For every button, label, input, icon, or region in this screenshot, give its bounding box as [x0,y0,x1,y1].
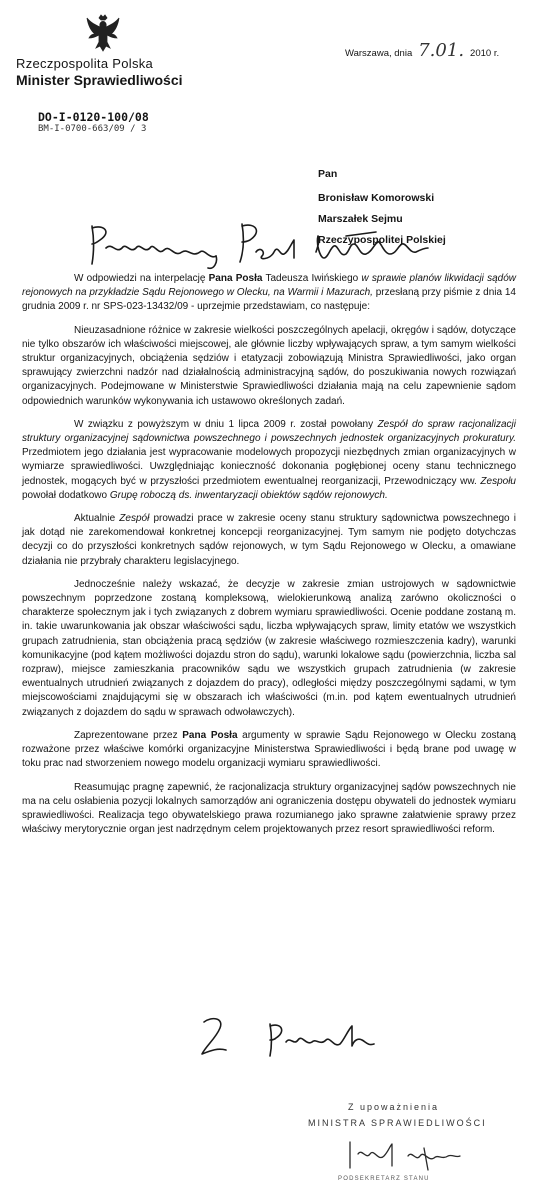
date-year: 2010 r. [470,48,500,59]
text-span: prowadzi prace w zakresie oceny stanu struktury sądownictwa powszechnego i jak dotąd nie zarekomendował konkretnej koncepcji reorganizacyjnej. Tym samym nie podjęto dotychczas decyzji co do przyszłości konkretnych sądów rejonowych, w tym Sądu Rejonowego w Olecku, a omawiane działania nie przybrały charakteru legislacyjnego. [22,513,516,567]
stamp-undersecretary: PODSEKRETARZ STANU [338,1176,430,1182]
text-span: Zespołu [480,475,516,487]
text-span: Pana Posła [208,273,263,284]
date-prefix: Warszawa, dnia [345,48,413,59]
text-span: Zaprezentowane przez [74,729,183,741]
paragraph-3 [22,418,516,503]
text-span: Tadeusza Iwińskiego [262,273,362,284]
paragraph-4 [22,512,516,569]
addressee-salutation: Pan [318,168,338,180]
text-span: W związku z powyższym w dniu 1 lipca 2009 r. został powołany [74,418,378,430]
stamp-authorization: Z upoważnienia [348,1102,440,1112]
date-line [345,40,499,61]
handwritten-closing [196,1010,396,1062]
text-span: powołał dodatkowo [22,489,110,501]
institution-name: Rzeczpospolita Polska [16,56,154,71]
text-span: w sprawie planów likwidacji sądów rejonowych na przykładzie Sądu Rejonowego w Olecku, na Warmii i Mazurach, [22,273,517,299]
paragraph-7: Reasumując pragnę zapewnić, że racjonalizacja struktury organizacyjnej sądów powszechnych nie ma na celu osłabienia pozycji lokalnych samorządów ani ograniczenia dostępu obywateli do jednostek wymiaru sprawiedliwości. Realizacja tego obywatelskiego prawa rozumianego jako sprawne załatwienie sprawy przez właściwy merytorycznie organ jest nadrzędnym celem projektowanych przez resort sprawiedliwości reform. [22,781,516,836]
letter-body [22,272,516,846]
ministry-name: Minister Sprawiedliwości [16,72,183,88]
text-span: przesłaną przy piśmie z dnia 14 grudnia 2009 r. nr SPS-023-13432/09 - uprzejmie przedstawiam, co następuje: [22,287,516,313]
eagle-emblem-icon [86,14,120,54]
reference-sub-number: BM-I-0700-663/09 / 3 [38,124,147,134]
paragraph-1 [22,272,516,315]
paragraph-5: Jednocześnie należy wskazać, że decyzje w zakresie zmian ustrojowych w sądownictwie powszechnym poprzedzone zostaną kompleksową, wielokierunkową analizą zarówno okoliczności o charakterze społecznym jak i tych związanych z dobrem wymiaru sprawiedliwości. Ocenie poddane zostaną m. in. takie uwarunkowania jak obszar właściwości sądu, liczba wpływających spraw, limity etatów we wszystkich grupach zatrudnienia, stan obciążenia pracą sędziów (w zakresie właściwego rozmieszczenia kadry), warunki komunikacyjne (pod kątem możliwości dojazdu stron do sądu), warunki lokalowe sądu (powierzchnia, liczba sal rozpraw), miejsce zamieszkania pracowników sądu we wszystkich grupach zatrudnienia (w zakresie ewentualnych utrudnień związanych z dojazdem do pracy), odległości między poszczególnymi sądami, w tym miejscowościami znajdującymi się w obszarach ich właściwości (m.in. pod kątem ewentualnych utrudnień związanych z dojazdem do sądu w sprawach odwoławczych). [22,578,516,718]
reference-number: DO-I-0120-100/08 [38,110,149,124]
paragraph-2: Nieuzasadnione różnice w zakresie wielkości poszczególnych apelacji, okręgów i sądów, dotyczące nie tylko obszarów ich właściwości miejscowej, ale głównie liczby wpływających spraw, a tym samym wielkości struktur organizacyjnych, obciążenia sędziów i etatyzacji zobowiązują Ministra Sprawiedliwości, jako organ sprawujący zwierzchni nadzór nad działalnością administracyjną sądów, do poszukiwania nowych rozwiązań organizacyjnych. Podejmowane w Ministerstwie Sprawiedliwości działania mają na celu zapewnienie sądom odpowiednich warunków wykonywania ich ustawowo określonych zadań. [22,324,516,407]
addressee-name: Bronisław Komorowski [318,192,435,204]
addressee-institution: Rzeczypospolitej Polskiej [318,234,446,246]
text-span: W odpowiedzi na interpelację [74,273,209,284]
text-span: Zespół do spraw racjonalizacji struktury organizacyjnej sądownictwa powszechnego i powszechnych jednostek organizacyjnych prokuratury. [22,418,516,445]
text-span: Pana Posła [182,729,238,741]
text-span: Aktualnie [74,513,120,525]
addressee-title: Marszałek Sejmu [318,213,403,225]
paragraph-6 [22,729,516,772]
stamp-minister: MINISTRA SPRAWIEDLIWOŚCI [308,1118,487,1128]
text-span: Grupę roboczą ds. inwentaryzacji obiektów sądów rejonowych. [109,489,388,501]
text-span: Przedmiotem jego działania jest wypracowanie modelowych propozycji niezbędnych zmian organizacyjnych w wymiarze sprawiedliwości. Uwzględniając konieczność dokonania pogłębionej oceny stanu technicznego jednostek, mogących być w przyszłości przedmiotem ewentualnej reorganizacji, Przewodniczący ww. [22,447,516,487]
handwritten-greeting [84,218,444,270]
text-span: Zespół [119,513,150,525]
official-signature [344,1134,464,1176]
text-span: argumenty w sprawie Sądu Rejonowego w Olecku zostaną rozważone przez właściwe komórki organizacyjne Ministerstwa Sprawiedliwości i będą brane pod uwagę w toku prac nad stworzeniem nowego modelu organizacji wymiaru sprawiedliwości. [22,729,516,770]
date-handwritten: 7.01. [418,40,465,61]
